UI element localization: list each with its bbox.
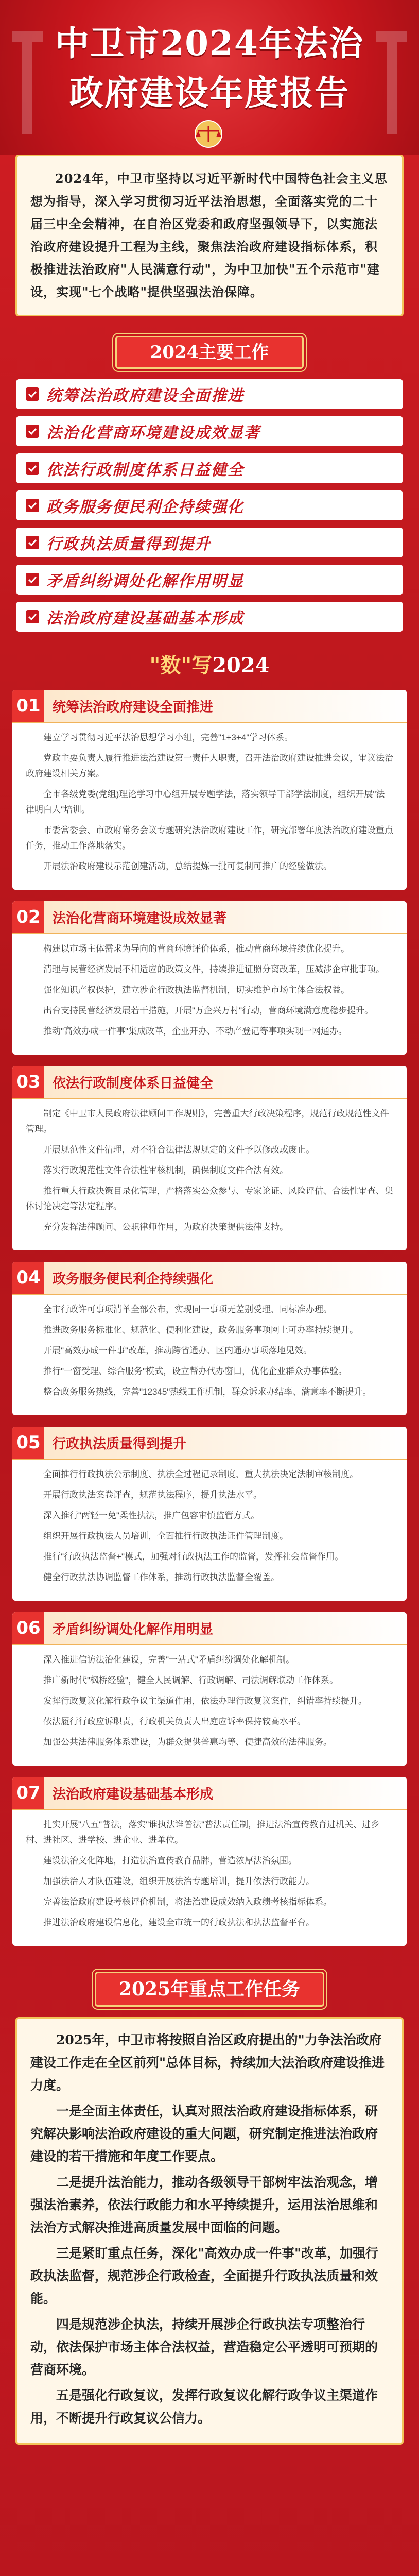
- section-body: [12, 1810, 407, 1930]
- digits-title-pre: "数"写: [149, 653, 213, 677]
- section-paragraph: 市委常委会、市政府常务会议专题研究法治政府建设工作，研究部署年度法治政府建设重点任务，推动工作落地落实。: [26, 825, 393, 851]
- checkmark-icon: [26, 499, 39, 512]
- achievements-list: [16, 379, 403, 632]
- section-paragraph: 建立学习贯彻习近平法治思想学习小组，完善"1+3+4"学习体系。: [43, 733, 293, 742]
- section-title: 依法行政制度体系日益健全: [53, 1075, 214, 1091]
- section-body: [12, 1295, 407, 1400]
- section-paragraph: 出台支持民营经济发展若干措施，开展"万企兴万村"行动，营商环境满意度稳步提升。: [43, 1006, 374, 1015]
- section-title: 矛盾纠纷调处化解作用明显: [53, 1621, 214, 1637]
- sections-container: [0, 690, 419, 1946]
- section-paragraph: 加强法治人才队伍建设，组织开展法治专题培训，提升依法行政能力。: [43, 1876, 315, 1886]
- section-paragraph: 开展"高效办成一件事"改革，推动跨省通办、区内通办事项落地见效。: [43, 1346, 312, 1355]
- checkmark-icon: [26, 387, 39, 401]
- achievement-label: 法治政府建设基础基本形成: [46, 609, 244, 628]
- achievement-item: [16, 528, 403, 557]
- section-paragraph: 全市各级党委(党组)理论学习中心组开展专题学法，落实领导干部学法制度，组织开展"法律明白人"培训。: [26, 789, 385, 815]
- section-title: 统筹法治政府建设全面推进: [53, 699, 214, 715]
- section-number: 04: [12, 1262, 44, 1294]
- section-number: 03: [12, 1066, 44, 1098]
- checkmark-icon: [26, 536, 39, 549]
- section-paragraph: 清理与民营经济发展不相适应的政策文件，持续推进证照分离改革，压减涉企审批事项。: [43, 964, 385, 974]
- section-paragraph: 全面推行行政执法公示制度、执法全过程记录制度、重大执法决定法制审核制度。: [43, 1469, 358, 1479]
- digits-title: [0, 649, 419, 679]
- achievement-item: [16, 416, 403, 446]
- report-title: [0, 19, 419, 117]
- section-paragraph: 制定《中卫市人民政府法律顾问工作规则》，完善重大行政决策程序，规范行政规范性文件管理。: [26, 1109, 389, 1134]
- checkmark-icon: [26, 425, 39, 438]
- justice-emblem-icon: [180, 118, 237, 149]
- section-paragraph: 推进法治政府建设信息化，建设全市统一的行政执法和执法监督平台。: [43, 1918, 315, 1927]
- plan-paragraph: 2025年，中卫市将按照自治区政府提出的"力争法治政府建设工作走在全区前列"总体目标，持续加大法治政府建设推进力度。: [30, 2032, 385, 2093]
- achievement-label: 法治化营商环境建设成效显著: [46, 424, 260, 442]
- report-title-line2: 政府建设年度报告: [69, 73, 350, 113]
- section-body: [12, 934, 407, 1039]
- section-header: [12, 1066, 407, 1099]
- work-section: [12, 1612, 407, 1766]
- achievement-label: 依法行政制度体系日益健全: [46, 461, 244, 479]
- section-number: 05: [12, 1427, 44, 1459]
- section-paragraph: 构建以市场主体需求为导向的营商环境评价体系，推动营商环境持续优化提升。: [43, 944, 350, 954]
- section-paragraph: 落实行政规范性文件合法性审核机制，确保制度文件合法有效。: [43, 1165, 288, 1175]
- section-header: [12, 1612, 407, 1645]
- section-paragraph: 健全行政执法协调监督工作体系，推动行政执法监督全覆盖。: [43, 1572, 280, 1582]
- achievements-banner: 2024主要工作: [115, 336, 304, 369]
- section-paragraph: 发挥行政复议化解行政争议主渠道作用，依法办理行政复议案件，纠错率持续提升。: [43, 1696, 367, 1706]
- section-header: [12, 690, 407, 723]
- section-paragraph: 建设法治文化阵地，打造法治宣传教育品牌，营造浓厚法治氛围。: [43, 1856, 297, 1866]
- section-title: 政务服务便民利企持续强化: [53, 1271, 214, 1287]
- section-body: [12, 723, 407, 874]
- section-paragraph: 推动"高效办成一件事"集成改革，企业开办、不动产登记等事项实现一网通办。: [43, 1026, 347, 1036]
- work-section: [12, 1066, 407, 1250]
- intro-box: [15, 155, 404, 316]
- section-paragraph: 整合政务服务热线，完善"12345"热线工作机制，群众诉求办结率、满意率不断提升。: [43, 1387, 372, 1397]
- section-paragraph: 开展规范性文件清理，对不符合法律法规规定的文件予以修改或废止。: [43, 1145, 315, 1155]
- section-title: 法治化营商环境建设成效显著: [53, 910, 227, 926]
- section-paragraph: 开展行政执法案卷评查，规范执法程序，提升执法水平。: [43, 1490, 262, 1500]
- achievement-item: [16, 453, 403, 483]
- section-paragraph: 推行"行政执法监督+"模式，加强对行政执法工作的监督，发挥社会监督作用。: [43, 1552, 343, 1562]
- report-header: [0, 0, 419, 155]
- section-header: [12, 1427, 407, 1460]
- section-paragraph: 推行重大行政决策目录化管理，严格落实公众参与、专家论证、风险评估、合法性审查、集体讨论决定等法定程序。: [26, 1186, 393, 1211]
- work-section: [12, 1262, 407, 1415]
- section-paragraph: 党政主要负责人履行推进法治建设第一责任人职责，召开法治政府建设推进会议，审议法治政府建设相关方案。: [26, 753, 393, 778]
- section-paragraph: 深入推行"两轻一免"柔性执法，推广包容审慎监管方式。: [43, 1511, 260, 1520]
- plan-paragraph: 四是规范涉企执法，持续开展涉企行政执法专项整治行动，依法保护市场主体合法权益，营造稳定公平透明可预期的营商环境。: [30, 2317, 378, 2377]
- checkmark-icon: [26, 573, 39, 586]
- section-number: 06: [12, 1612, 44, 1644]
- section-title: 法治政府建设基础基本形成: [53, 1786, 214, 1802]
- work-section: [12, 901, 407, 1055]
- checkmark-icon: [26, 462, 39, 475]
- section-body: [12, 1099, 407, 1235]
- section-paragraph: 扎实开展"八五"普法，落实"谁执法谁普法"普法责任制，推进法治宣传教育进机关、进乡村、进社区、进学校、进企业、进单位。: [26, 1820, 380, 1845]
- plan-paragraph: 五是强化行政复议，发挥行政复议化解行政争议主渠道作用，不断提升行政复议公信力。: [30, 2388, 378, 2426]
- section-paragraph: 组织开展行政执法人员培训，全面推行行政执法证件管理制度。: [43, 1531, 288, 1541]
- section-paragraph: 深入推进信访法治化建设，完善"一站式"矛盾纠纷调处化解机制。: [43, 1655, 295, 1665]
- section-paragraph: 加强公共法律服务体系建设，为群众提供普惠均等、便捷高效的法律服务。: [43, 1737, 332, 1747]
- achievement-label: 统筹法治政府建设全面推进: [46, 387, 244, 405]
- work-section: [12, 1777, 407, 1946]
- section-paragraph: 推行"一窗受理、综合服务"模式，设立帮办代办窗口，优化企业群众办事体验。: [43, 1366, 347, 1376]
- section-paragraph: 推广新时代"枫桥经验"，健全人民调解、行政调解、司法调解联动工作体系。: [43, 1675, 339, 1685]
- section-title: 行政执法质量得到提升: [53, 1436, 187, 1452]
- achievement-label: 行政执法质量得到提升: [46, 535, 211, 553]
- plan-paragraph: 二是提升法治能力，推动各级领导干部树牢法治观念，增强法治素养，依法行政能力和水平持续提升，运用法治思维和法治方式解决推进高质量发展中面临的问题。: [30, 2175, 378, 2235]
- plan-banner: 2025年重点工作任务: [95, 1972, 324, 2007]
- section-paragraph: 强化知识产权保护，建立涉企行政执法监督机制，切实维护市场主体合法权益。: [43, 985, 350, 995]
- section-header: [12, 1777, 407, 1810]
- achievement-item: [16, 490, 403, 520]
- achievement-item: [16, 379, 403, 409]
- work-section: [12, 1427, 407, 1601]
- section-header: [12, 1262, 407, 1295]
- report-title-line1: 中卫市2024年法治: [55, 23, 364, 63]
- plan-paragraph: 一是全面主体责任，认真对照法治政府建设指标体系，研究解决影响法治政府建设的重大问题，研究制定推进法治政府建设的若干措施和年度工作要点。: [30, 2104, 378, 2164]
- section-header: [12, 901, 407, 934]
- plan-paragraph: 三是紧盯重点任务，深化"高效办成一件事"改革，加强行政执法监督，规范涉企行政检查，全面提升行政执法质量和效能。: [30, 2246, 379, 2306]
- achievement-label: 矛盾纠纷调处化解作用明显: [46, 572, 244, 590]
- section-number: 07: [12, 1777, 44, 1809]
- section-paragraph: 充分发挥法律顾问、公职律师作用，为政府决策提供法律支持。: [43, 1222, 288, 1232]
- section-paragraph: 完善法治政府建设考核评价机制，将法治建设成效纳入政绩考核指标体系。: [43, 1897, 332, 1907]
- section-body: [12, 1645, 407, 1750]
- intro-text: 2024年，中卫市坚持以习近平新时代中国特色社会主义思想为指导，深入学习贯彻习近平法治思想，全面落实党的二十届三中全会精神，在自治区党委和政府坚强领导下，以实施法治政府建设提升工程为主线，聚焦法治政府建设指标体系，积极推进法治政府"人民满意行动"，为中卫加快"五个示范市"建设，实现"七个战略"提供坚强法治保障。: [30, 171, 388, 299]
- work-section: [12, 690, 407, 890]
- digits-title-year: 2024: [212, 653, 270, 677]
- achievement-item: [16, 565, 403, 595]
- checkmark-icon: [26, 610, 39, 623]
- section-paragraph: 推进政务服务标准化、规范化、便利化建设，政务服务事项网上可办率持续提升。: [43, 1325, 358, 1335]
- section-paragraph: 开展法治政府建设示范创建活动，总结提炼一批可复制可推广的经验做法。: [43, 861, 332, 871]
- section-number: 01: [12, 690, 44, 722]
- achievement-item: [16, 602, 403, 632]
- plan-box: [15, 2017, 404, 2445]
- section-paragraph: 全市行政许可事项清单全部公布，实现同一事项无差别受理、同标准办理。: [43, 1304, 332, 1314]
- section-body: [12, 1460, 407, 1585]
- section-paragraph: 依法履行行政应诉职责，行政机关负责人出庭应诉率保持较高水平。: [43, 1717, 306, 1726]
- section-number: 02: [12, 901, 44, 933]
- achievement-label: 政务服务便民利企持续强化: [46, 498, 244, 516]
